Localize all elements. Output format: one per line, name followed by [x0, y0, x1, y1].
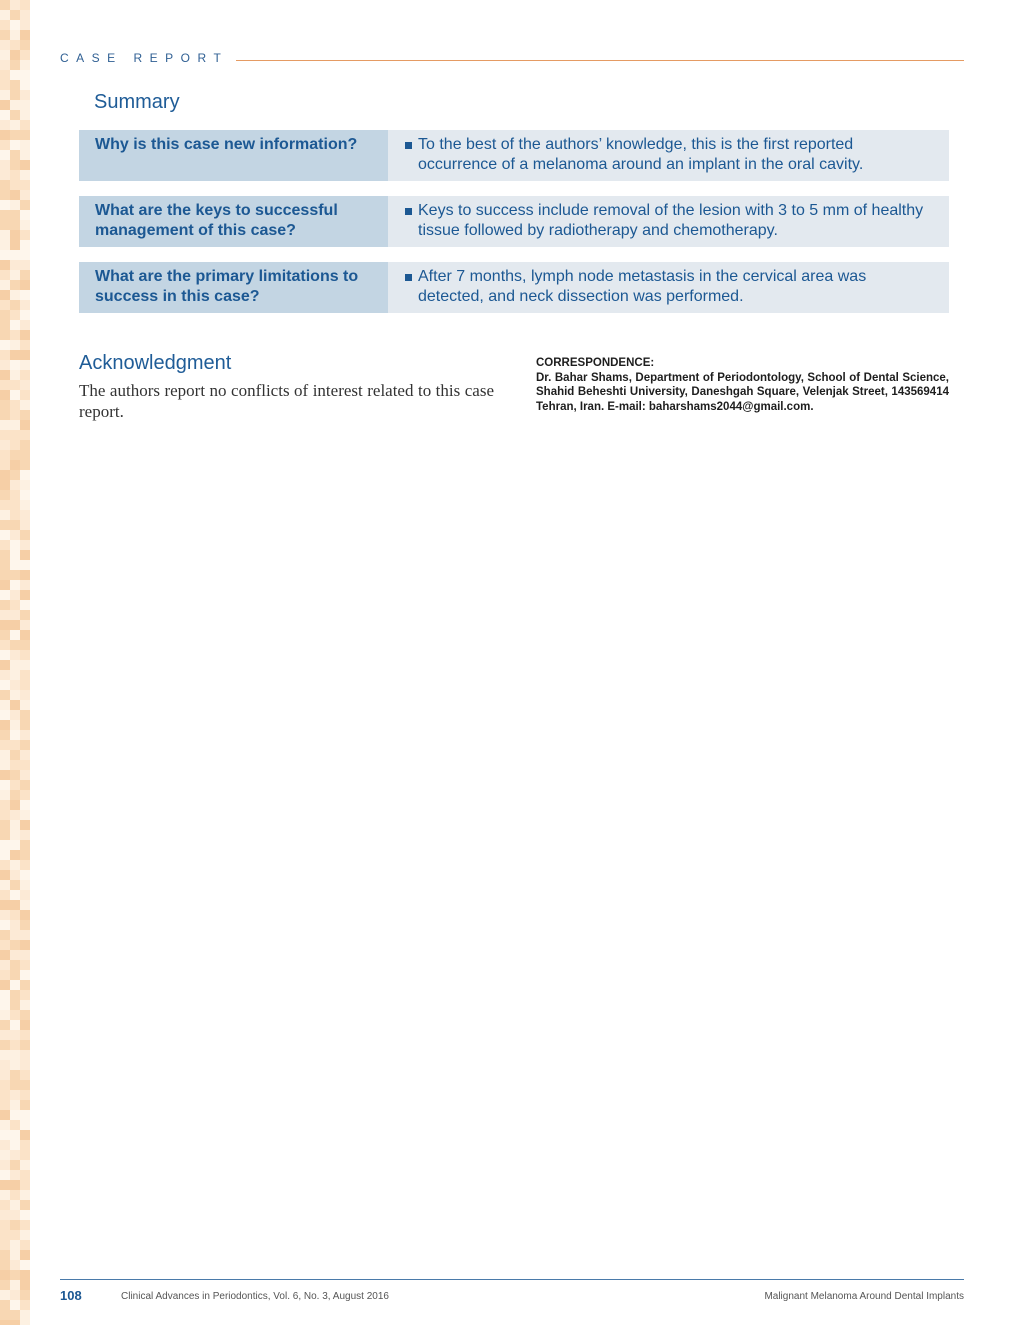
- header-rule: [236, 60, 964, 61]
- summary-table: [79, 130, 949, 328]
- journal-citation: Clinical Advances in Periodontics, Vol. 6, No. 3, August 2016: [121, 1291, 389, 1302]
- summary-question: Why is this case new information?: [79, 130, 388, 181]
- summary-row: [79, 262, 949, 313]
- summary-answer: [388, 262, 949, 313]
- correspondence-body: Dr. Bahar Shams, Department of Periodontology, School of Dental Science, Shahid Beheshti University, Daneshgah Square, Velenjak Street, 143569414 Tehran, Iran. E-mail: baharshams2044@gmail.com.: [536, 371, 949, 413]
- square-bullet-icon: [405, 208, 412, 215]
- summary-answer-text: To the best of the authors’ knowledge, this is the first reported occurrence of a melanoma around an implant in the oral cavity.: [418, 136, 864, 173]
- summary-title: Summary: [94, 91, 180, 113]
- square-bullet-icon: [405, 142, 412, 149]
- summary-question: What are the primary limitations to success in this case?: [79, 262, 388, 313]
- correspondence-heading: CORRESPONDENCE:: [536, 357, 655, 369]
- summary-row: [79, 130, 949, 181]
- acknowledgment-title: Acknowledgment: [79, 352, 232, 374]
- page-number: 108: [60, 1288, 82, 1303]
- square-bullet-icon: [405, 274, 412, 281]
- summary-answer: [388, 196, 949, 247]
- correspondence-block: [536, 356, 949, 414]
- footer-rule: [60, 1279, 964, 1280]
- running-head: CASE REPORT: [60, 51, 229, 65]
- acknowledgment-body: The authors report no conflicts of interest related to this case report.: [79, 381, 494, 421]
- summary-answer-text: After 7 months, lymph node metastasis in the cervical area was detected, and neck dissection was performed.: [418, 268, 867, 305]
- article-short-title: Malignant Melanoma Around Dental Implants: [764, 1291, 964, 1302]
- summary-question: What are the keys to successful management of this case?: [79, 196, 388, 247]
- summary-answer: [388, 130, 949, 181]
- summary-answer-text: Keys to success include removal of the lesion with 3 to 5 mm of healthy tissue followed by radiotherapy and chemotherapy.: [418, 202, 924, 239]
- decorative-side-strip: [0, 0, 30, 1325]
- summary-row: [79, 196, 949, 247]
